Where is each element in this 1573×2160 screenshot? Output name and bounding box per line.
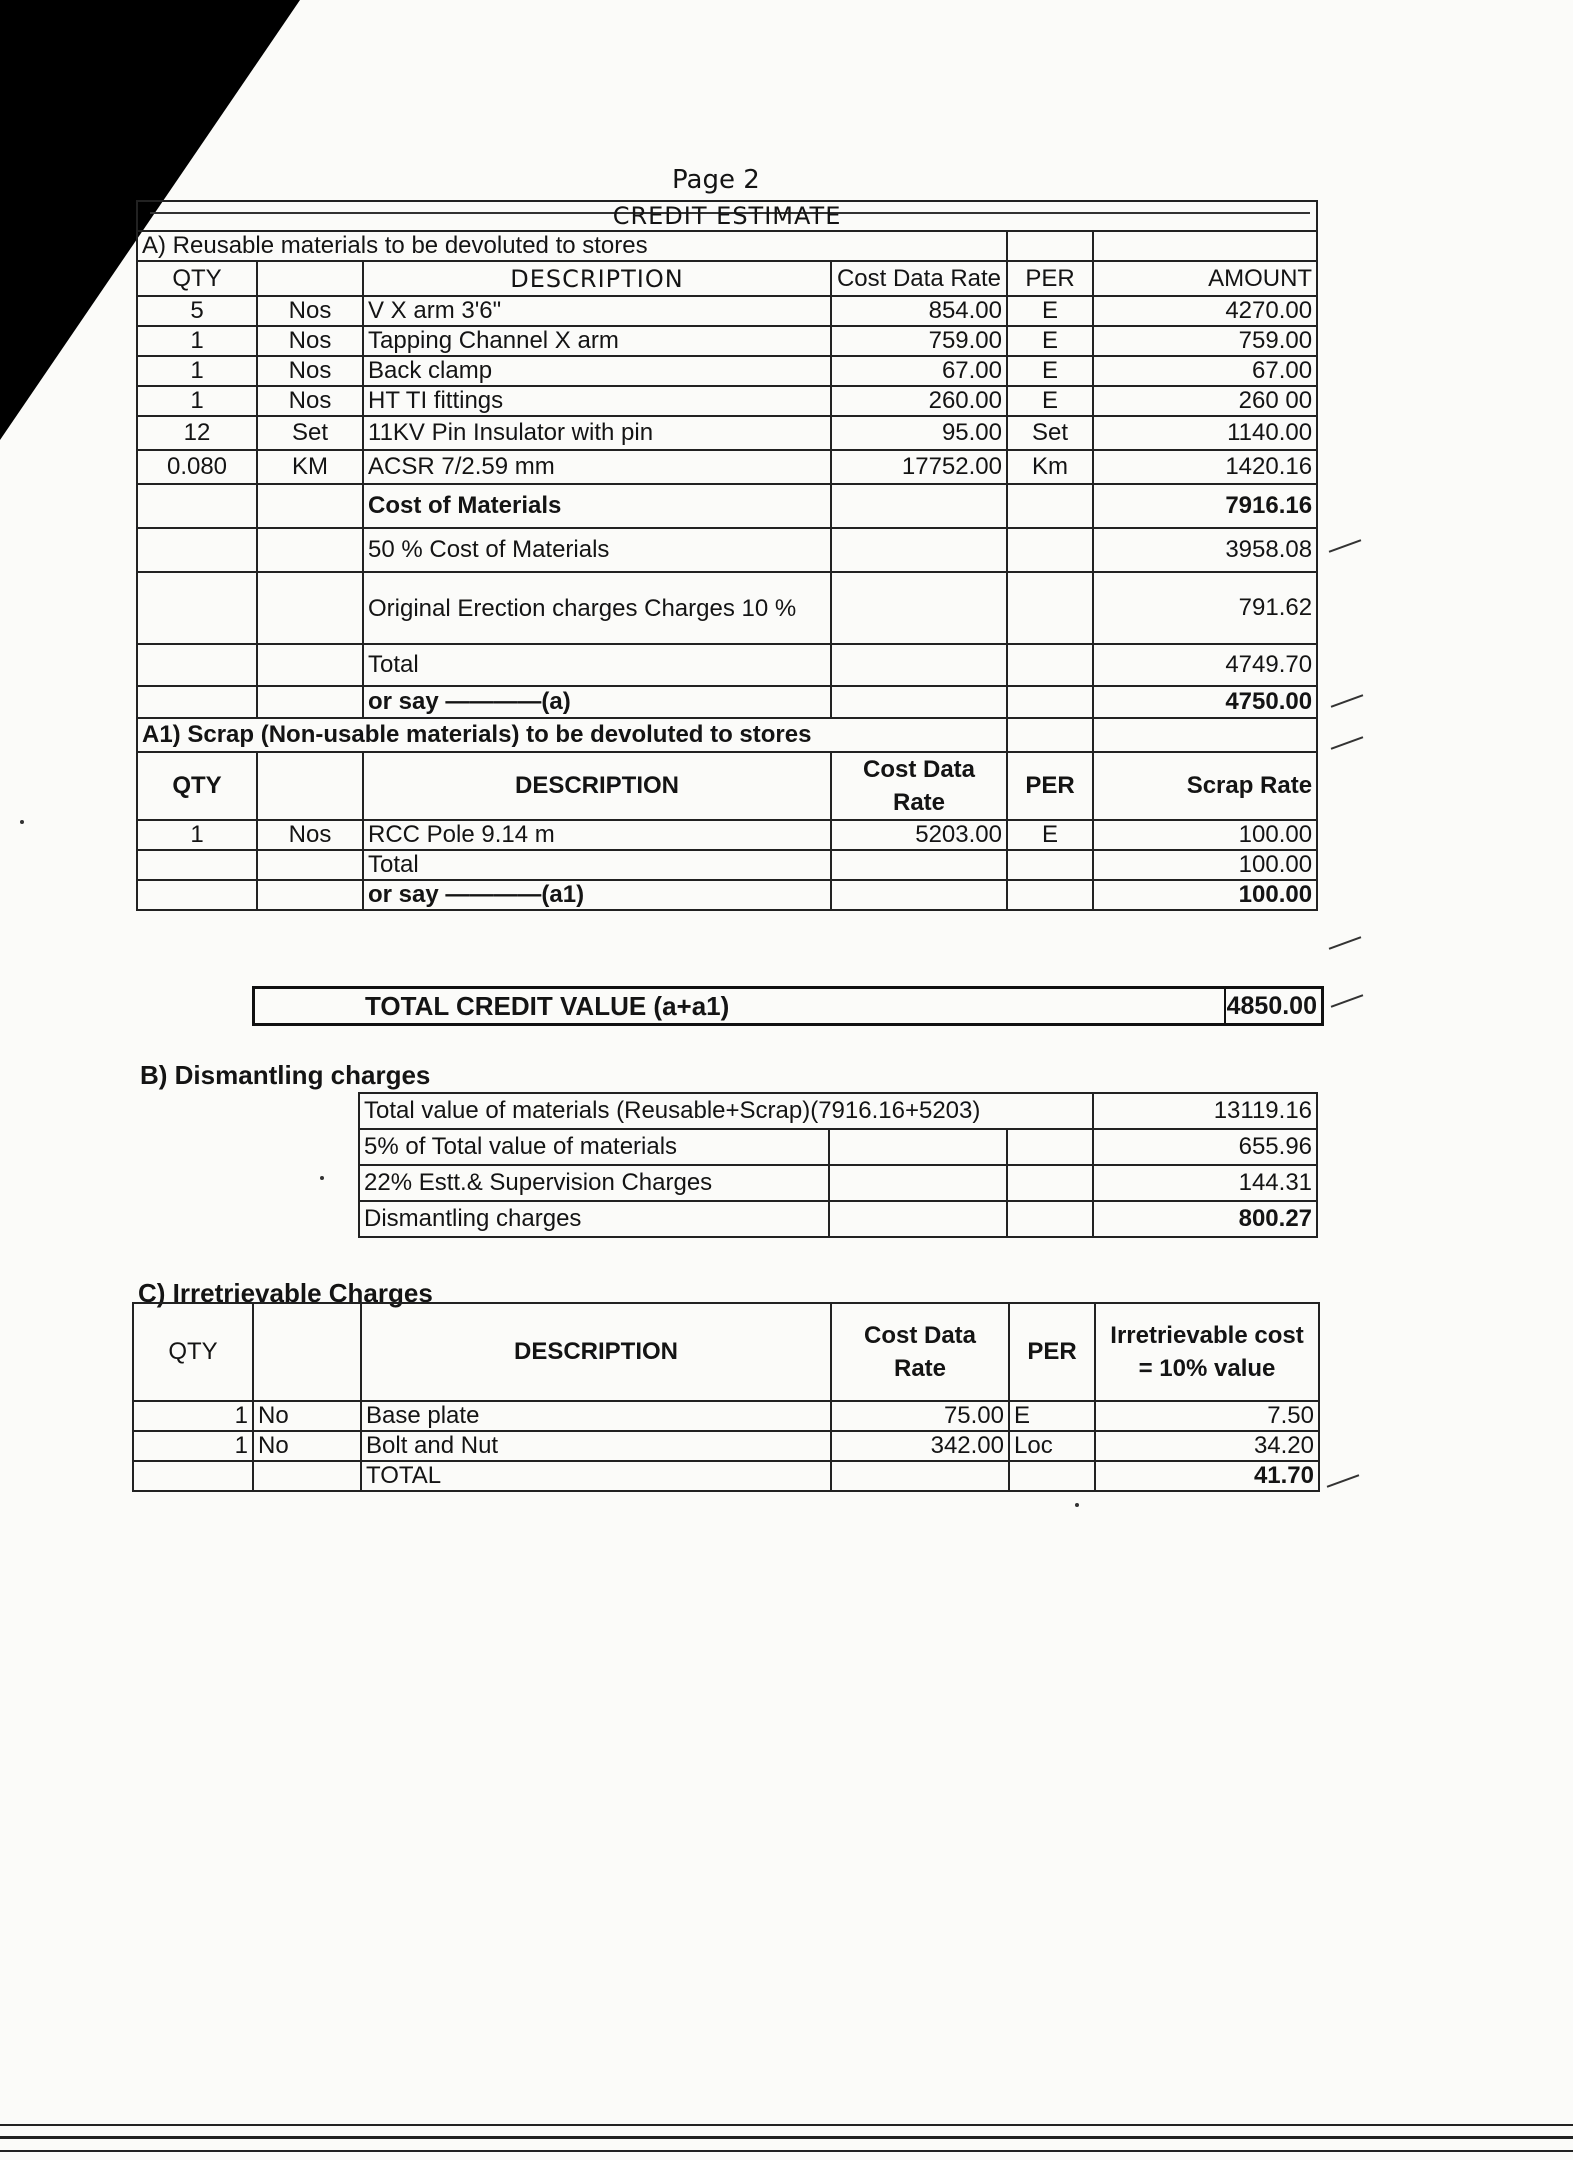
scan-speck <box>1075 1503 1079 1507</box>
row-unit: Nos <box>257 820 363 850</box>
summary-row <box>137 644 1317 686</box>
summary-label: or say ————(a) <box>363 686 831 718</box>
row-description: 11KV Pin Insulator with pin <box>363 416 831 450</box>
row-unit: Set <box>257 416 363 450</box>
header-per: PER <box>1007 752 1093 820</box>
summary-row <box>137 572 1317 644</box>
row-qty: 1 <box>137 820 257 850</box>
row-scrap-rate: 100.00 <box>1093 820 1317 850</box>
table-row <box>359 1129 1317 1165</box>
header-qty: QTY <box>133 1303 253 1401</box>
table-row <box>133 1401 1319 1431</box>
row-unit: KM <box>257 450 363 484</box>
check-mark <box>1331 694 1364 708</box>
summary-row <box>137 880 1317 910</box>
credit-estimate-table <box>136 200 1318 911</box>
summary-value: 4749.70 <box>1093 644 1317 686</box>
row-description: Back clamp <box>363 356 831 386</box>
section-c-title: C) Irretrievable Charges <box>138 1278 433 1308</box>
row-rate: 5203.00 <box>831 820 1007 850</box>
summary-row <box>137 528 1317 572</box>
row-label: 5% of Total value of materials <box>359 1129 829 1165</box>
row-amount: 67.00 <box>1093 356 1317 386</box>
header-description: DESCRIPTION <box>363 261 831 296</box>
row-rate: 342.00 <box>831 1431 1009 1461</box>
total-credit-box <box>252 986 1324 1026</box>
header-irretrievable: Irretrievable cost = 10% value <box>1095 1303 1319 1401</box>
row-unit: Nos <box>257 326 363 356</box>
total-credit-label: TOTAL CREDIT VALUE (a+a1) <box>365 990 730 1021</box>
scan-bottom-line <box>0 2150 1573 2152</box>
table-row <box>137 296 1317 326</box>
table-row <box>359 1201 1317 1237</box>
row-per: Loc <box>1009 1431 1095 1461</box>
row-label: 22% Estt.& Supervision Charges <box>359 1165 829 1201</box>
row-per: E <box>1007 296 1093 326</box>
summary-value: 791.62 <box>1093 572 1317 644</box>
summary-value: 100.00 <box>1093 880 1317 910</box>
row-value: 13119.16 <box>1093 1093 1317 1129</box>
row-amount: 1420.16 <box>1093 450 1317 484</box>
row-value: 655.96 <box>1093 1129 1317 1165</box>
page-label: Page 2 <box>672 165 760 195</box>
row-rate: 75.00 <box>831 1401 1009 1431</box>
row-rate: 17752.00 <box>831 450 1007 484</box>
scan-bottom-line <box>0 2124 1573 2126</box>
row-amount: 7.50 <box>1095 1401 1319 1431</box>
check-mark <box>1329 539 1362 553</box>
table-row <box>137 416 1317 450</box>
section-a-title: A) Reusable materials to be devoluted to stores <box>137 231 1007 261</box>
summary-label: 50 % Cost of Materials <box>363 528 831 572</box>
row-description: V X arm 3'6" <box>363 296 831 326</box>
irretrievable-table <box>132 1302 1320 1492</box>
section-c-header-row <box>133 1303 1319 1401</box>
check-mark <box>1329 936 1362 950</box>
row-qty: 12 <box>137 416 257 450</box>
row-per: E <box>1007 820 1093 850</box>
row-unit: Nos <box>257 356 363 386</box>
row-description: HT TI fittings <box>363 386 831 416</box>
summary-label: Total <box>363 850 831 880</box>
summary-value: 4750.00 <box>1093 686 1317 718</box>
credit-estimate-title: CREDIT ESTIMATE <box>137 201 1317 231</box>
scan-speck <box>20 820 24 824</box>
table-row <box>137 820 1317 850</box>
row-amount: 759.00 <box>1093 326 1317 356</box>
row-unit: No <box>253 1401 361 1431</box>
row-rate: 759.00 <box>831 326 1007 356</box>
row-qty: 1 <box>137 386 257 416</box>
total-credit-value: 4850.00 <box>1226 991 1317 1020</box>
dismantling-table <box>358 1092 1318 1238</box>
row-label: Dismantling charges <box>359 1201 829 1237</box>
header-description: DESCRIPTION <box>363 752 831 820</box>
check-mark <box>1331 994 1364 1008</box>
header-scrap-rate: Scrap Rate <box>1093 752 1317 820</box>
section-a1-title: A1) Scrap (Non-usable materials) to be devoluted to stores <box>137 718 1007 752</box>
table-row <box>133 1431 1319 1461</box>
header-per: PER <box>1007 261 1093 296</box>
section-b-title: B) Dismantling charges <box>140 1060 431 1090</box>
summary-value: 7916.16 <box>1093 484 1317 528</box>
row-rate: 854.00 <box>831 296 1007 326</box>
header-rate: Cost Data Rate <box>831 261 1007 296</box>
summary-row <box>137 484 1317 528</box>
row-qty: 5 <box>137 296 257 326</box>
row-per: E <box>1009 1401 1095 1431</box>
row-description: ACSR 7/2.59 mm <box>363 450 831 484</box>
table-row <box>359 1093 1317 1129</box>
summary-label: Cost of Materials <box>363 484 831 528</box>
row-qty: 1 <box>133 1401 253 1431</box>
row-amount: 260 00 <box>1093 386 1317 416</box>
row-value: 800.27 <box>1093 1201 1317 1237</box>
row-per: E <box>1007 326 1093 356</box>
summary-row <box>137 686 1317 718</box>
row-qty: 1 <box>137 356 257 386</box>
header-qty: QTY <box>137 261 257 296</box>
row-qty: 1 <box>133 1431 253 1461</box>
header-qty: QTY <box>137 752 257 820</box>
table-row <box>359 1165 1317 1201</box>
row-per: E <box>1007 356 1093 386</box>
table-row <box>137 326 1317 356</box>
scan-speck <box>320 1176 324 1180</box>
summary-value: 100.00 <box>1093 850 1317 880</box>
total-label: TOTAL <box>361 1461 831 1491</box>
row-description: RCC Pole 9.14 m <box>363 820 831 850</box>
section-a-header-row <box>137 261 1317 296</box>
row-description: Bolt and Nut <box>361 1431 831 1461</box>
header-rate: Cost Data Rate <box>831 1303 1009 1401</box>
row-rate: 67.00 <box>831 356 1007 386</box>
header-description: DESCRIPTION <box>361 1303 831 1401</box>
summary-label: Total <box>363 644 831 686</box>
row-qty: 1 <box>137 326 257 356</box>
summary-row <box>137 850 1317 880</box>
header-amount: AMOUNT <box>1093 261 1317 296</box>
check-mark <box>1327 1474 1360 1488</box>
row-per: Set <box>1007 416 1093 450</box>
row-description: Base plate <box>361 1401 831 1431</box>
summary-label: Original Erection charges Charges 10 % <box>363 572 831 644</box>
row-label: Total value of materials (Reusable+Scrap)(7916.16+5203) <box>359 1093 1093 1129</box>
row-amount: 34.20 <box>1095 1431 1319 1461</box>
row-unit: No <box>253 1431 361 1461</box>
header-per: PER <box>1009 1303 1095 1401</box>
row-qty: 0.080 <box>137 450 257 484</box>
scan-bottom-line <box>0 2136 1573 2139</box>
summary-value: 3958.08 <box>1093 528 1317 572</box>
summary-label: or say ————(a1) <box>363 880 831 910</box>
row-per: E <box>1007 386 1093 416</box>
row-per: Km <box>1007 450 1093 484</box>
check-mark <box>1331 736 1364 750</box>
row-amount: 1140.00 <box>1093 416 1317 450</box>
row-rate: 95.00 <box>831 416 1007 450</box>
section-a1-header-row <box>137 752 1317 820</box>
table-row <box>137 356 1317 386</box>
row-unit: Nos <box>257 296 363 326</box>
row-value: 144.31 <box>1093 1165 1317 1201</box>
row-unit: Nos <box>257 386 363 416</box>
row-description: Tapping Channel X arm <box>363 326 831 356</box>
total-value: 41.70 <box>1095 1461 1319 1491</box>
header-rate: Cost Data Rate <box>831 752 1007 820</box>
table-row <box>137 450 1317 484</box>
row-rate: 260.00 <box>831 386 1007 416</box>
table-row <box>137 386 1317 416</box>
row-amount: 4270.00 <box>1093 296 1317 326</box>
summary-row <box>133 1461 1319 1491</box>
